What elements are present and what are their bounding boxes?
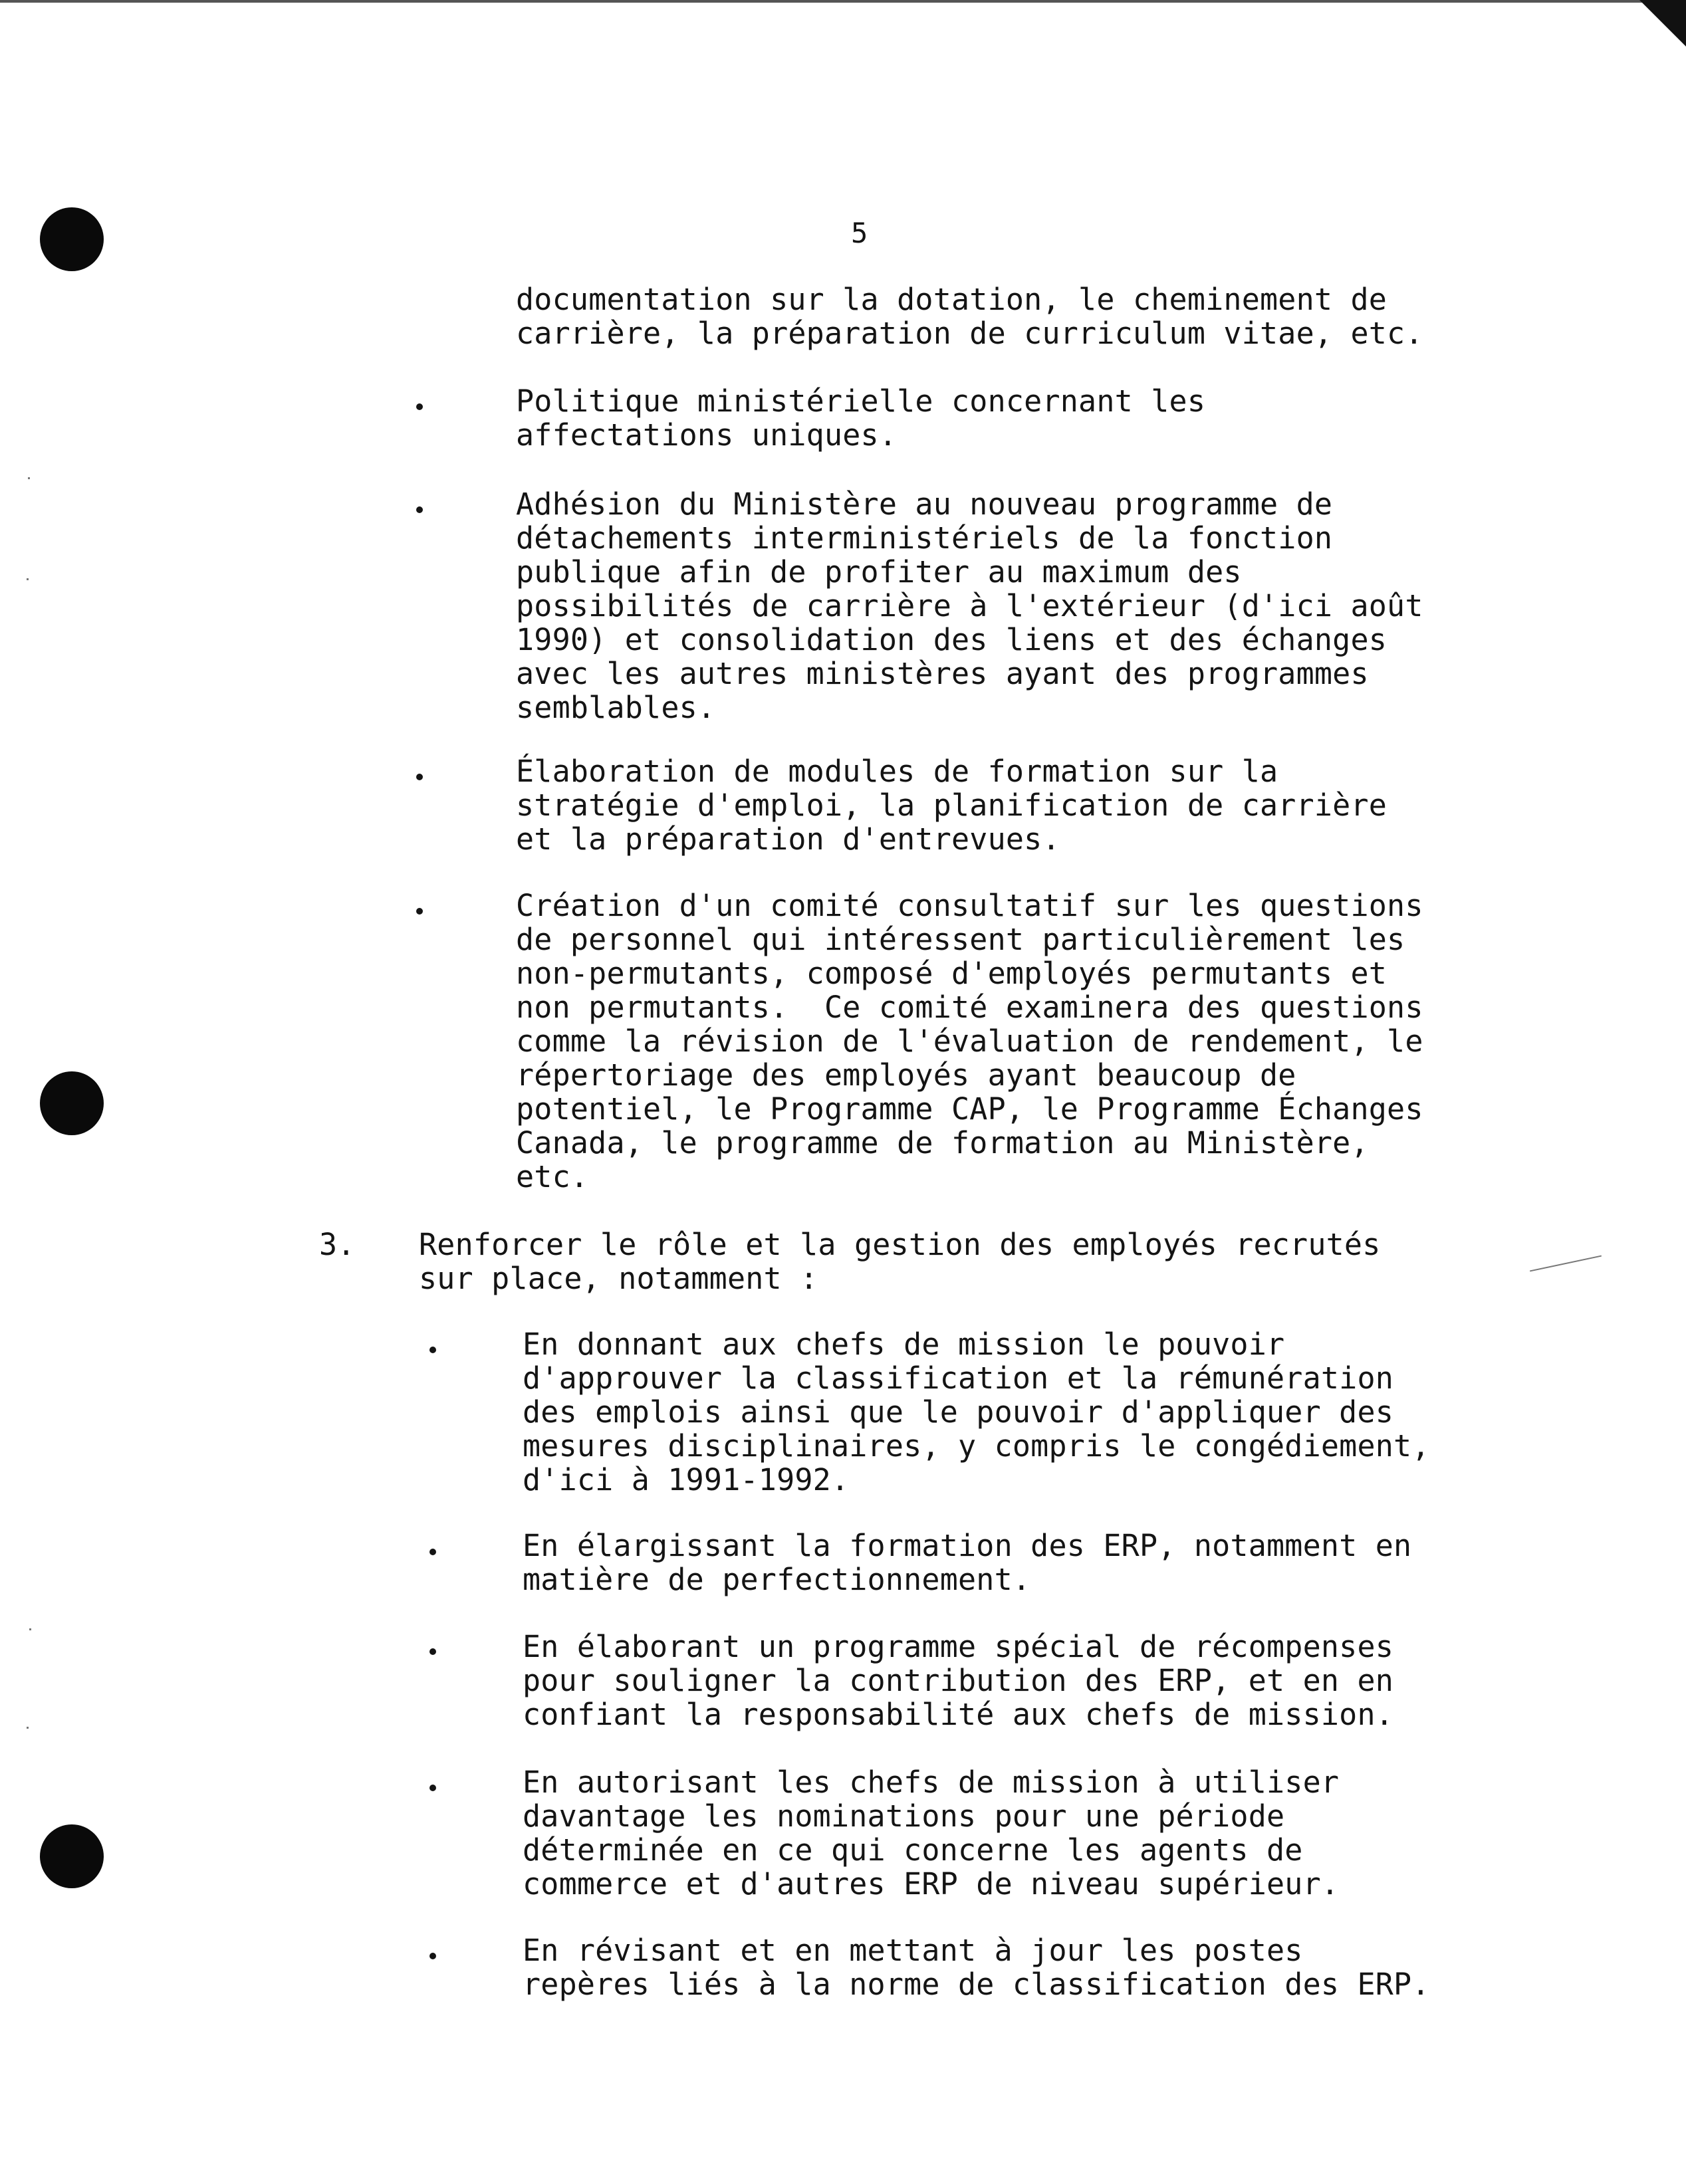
text-line: Canada, le programme de formation au Ministère, (516, 1125, 1369, 1160)
text-line: stratégie d'emploi, la planification de carrière (516, 788, 1387, 823)
scan-speck (28, 477, 30, 479)
text-line: matière de perfectionnement. (523, 1562, 1031, 1597)
bullet-item-detachements (516, 487, 1423, 724)
text-line: commerce et d'autres ERP de niveau supérieur. (523, 1866, 1340, 1902)
text-line: Politique ministérielle concernant les (516, 383, 1206, 419)
text-line: Renforcer le rôle et la gestion des employés recrutés (419, 1227, 1381, 1262)
bullet-marker (429, 1347, 436, 1353)
bullet-item-formation-erp (523, 1529, 1411, 1596)
bullet-marker (429, 1549, 436, 1555)
text-line: 1990) et consolidation des liens et des échanges (516, 622, 1387, 657)
continuation-paragraph (516, 282, 1423, 350)
bullet-marker (429, 1953, 436, 1959)
text-line: confiant la responsabilité aux chefs de mission. (523, 1697, 1394, 1732)
text-line: carrière, la préparation de curriculum vitae, etc. (516, 316, 1423, 351)
punch-hole-bottom (40, 1824, 104, 1888)
scan-speck (29, 1628, 31, 1630)
item-3-heading (419, 1228, 1381, 1295)
text-line: affectations uniques. (516, 417, 898, 453)
bullet-item-nominations (523, 1765, 1339, 1901)
text-line: En autorisant les chefs de mission à utiliser (523, 1765, 1340, 1800)
text-line: davantage les nominations pour une période (523, 1799, 1285, 1834)
text-line: pour souligner la contribution des ERP, et en en (523, 1663, 1394, 1698)
bullet-item-modules-formation (516, 754, 1387, 856)
bullet-item-postes-reperes (523, 1933, 1430, 2001)
bullet-item-recompenses (523, 1630, 1393, 1731)
scan-speck (27, 1727, 29, 1729)
text-line: sur place, notamment : (419, 1261, 818, 1296)
bullet-marker (429, 1785, 436, 1791)
text-line: avec les autres ministères ayant des programmes (516, 656, 1369, 691)
text-line: En révisant et en mettant à jour les postes (523, 1933, 1303, 1968)
bullet-marker (416, 908, 423, 915)
text-line: de personnel qui intéressent particulièrement les (516, 922, 1405, 957)
scan-corner-mark (1639, 0, 1686, 47)
text-line: d'approuver la classification et la rémunération (523, 1361, 1394, 1396)
text-line: possibilités de carrière à l'extérieur (d'ici août (516, 588, 1423, 623)
scan-pencil-mark (1530, 1256, 1602, 1272)
bullet-marker (429, 1648, 436, 1655)
bullet-marker (416, 506, 423, 513)
bullet-item-affectations (516, 384, 1205, 452)
text-line: comme la révision de l'évaluation de rendement, le (516, 1024, 1423, 1059)
punch-hole-middle (40, 1071, 104, 1135)
page-number: 5 (851, 217, 868, 249)
text-line: En élargissant la formation des ERP, notamment en (523, 1528, 1412, 1563)
text-line: publique afin de profiter au maximum des (516, 554, 1242, 590)
text-line: semblables. (516, 690, 716, 725)
text-line: des emplois ainsi que le pouvoir d'appliquer des (523, 1394, 1394, 1430)
text-line: En donnant aux chefs de mission le pouvoir (523, 1327, 1285, 1362)
text-line: non permutants. Ce comité examinera des questions (516, 990, 1423, 1025)
text-line: En élaborant un programme spécial de récompenses (523, 1629, 1394, 1664)
bullet-item-comite-consultatif (516, 889, 1423, 1194)
bullet-item-pouvoir-chefs (523, 1327, 1430, 1497)
text-line: etc. (516, 1159, 589, 1194)
text-line: Élaboration de modules de formation sur la (516, 754, 1278, 789)
text-line: répertoriage des employés ayant beaucoup de (516, 1057, 1296, 1093)
item-number: 3. (319, 1227, 356, 1262)
text-line: Création d'un comité consultatif sur les questions (516, 888, 1423, 923)
punch-hole-top (40, 207, 104, 271)
text-line: mesures disciplinaires, y compris le congédiement, (523, 1428, 1430, 1464)
text-line: non-permutants, composé d'employés permutants et (516, 956, 1387, 991)
text-line: repères liés à la norme de classification des ERP. (523, 1967, 1430, 2002)
scan-speck (27, 578, 29, 580)
text-line: déterminée en ce qui concerne les agents de (523, 1832, 1303, 1868)
text-line: détachements interministériels de la fonction (516, 520, 1333, 556)
text-line: Adhésion du Ministère au nouveau programme de (516, 487, 1333, 522)
text-line: et la préparation d'entrevues. (516, 821, 1060, 857)
text-line: potentiel, le Programme CAP, le Programme Échanges (516, 1091, 1423, 1127)
text-line: documentation sur la dotation, le cheminement de (516, 282, 1387, 317)
bullet-marker (416, 403, 423, 410)
scan-top-edge (0, 0, 1686, 3)
text-line: d'ici à 1991-1992. (523, 1462, 850, 1497)
bullet-marker (416, 774, 423, 780)
